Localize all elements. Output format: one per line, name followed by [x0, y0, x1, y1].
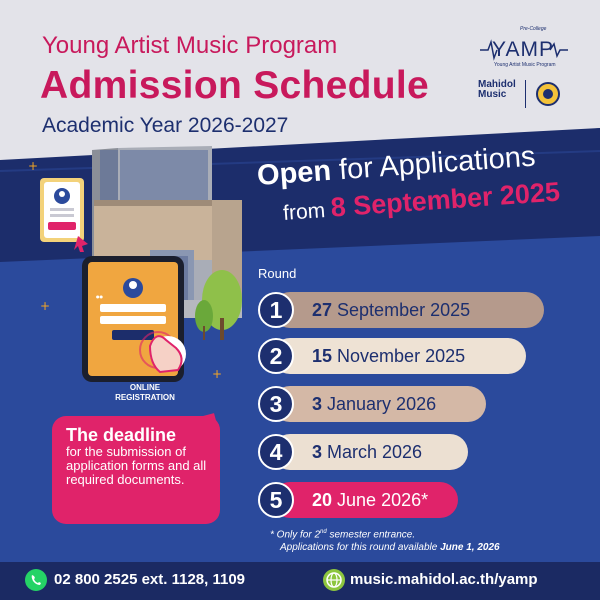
round-2-number: 2: [258, 338, 294, 374]
program-name: Young Artist Music Program: [42, 32, 338, 59]
round-5-number: 5: [258, 482, 294, 518]
round-2-date: 15 November 2025: [312, 346, 466, 366]
yamp-logo: YAMP: [492, 38, 554, 61]
round-5-footnote: * Only for 2nd semester entrance. Applications for this round available June 1, 2026: [270, 529, 500, 554]
round-5-date: 20 June 2026*: [312, 490, 429, 510]
university-seal-icon: [535, 80, 561, 108]
website-link[interactable]: music.mahidol.ac.th/yamp: [350, 571, 538, 588]
contact-phone: 02 800 2525 ext. 1128, 1109: [54, 571, 246, 588]
mahidol-music-logo: Mahidol Music: [478, 79, 516, 100]
deadline-text: for the submission of application forms and all required documents.: [66, 444, 207, 487]
whatsapp-icon: [24, 568, 48, 592]
svg-text:+: +: [28, 159, 39, 173]
deadline-callout: [52, 416, 220, 524]
yamp-logo-pre-college: Pre-College: [520, 26, 547, 32]
round-1-number: 1: [258, 292, 294, 328]
svg-text:+: +: [40, 299, 51, 313]
online-registration-label: ONLINE REGISTRATION: [115, 383, 175, 402]
round-3-date: 3 January 2026: [312, 394, 437, 414]
open-from-date: from 8 September 2025: [282, 176, 561, 225]
svg-text:●●: ●●: [96, 294, 103, 299]
page-title: Admission Schedule: [40, 64, 429, 107]
round-4-number: 4: [258, 434, 294, 470]
round-label: Round: [258, 266, 297, 281]
svg-text:+: +: [212, 367, 223, 381]
round-1-date: 27 September 2025: [312, 300, 471, 320]
round-4-date: 3 March 2026: [312, 442, 423, 462]
open-for-applications: Open for Applications: [256, 140, 537, 192]
register-card-illustration: [40, 178, 88, 252]
globe-icon: [322, 568, 346, 592]
yamp-logo-subtitle: Young Artist Music Program: [494, 62, 556, 68]
academic-year: Academic Year 2026-2027: [42, 114, 289, 137]
deadline-heading: The deadline: [66, 425, 177, 445]
logo-divider: [525, 80, 526, 108]
round-3-number: 3: [258, 386, 294, 422]
